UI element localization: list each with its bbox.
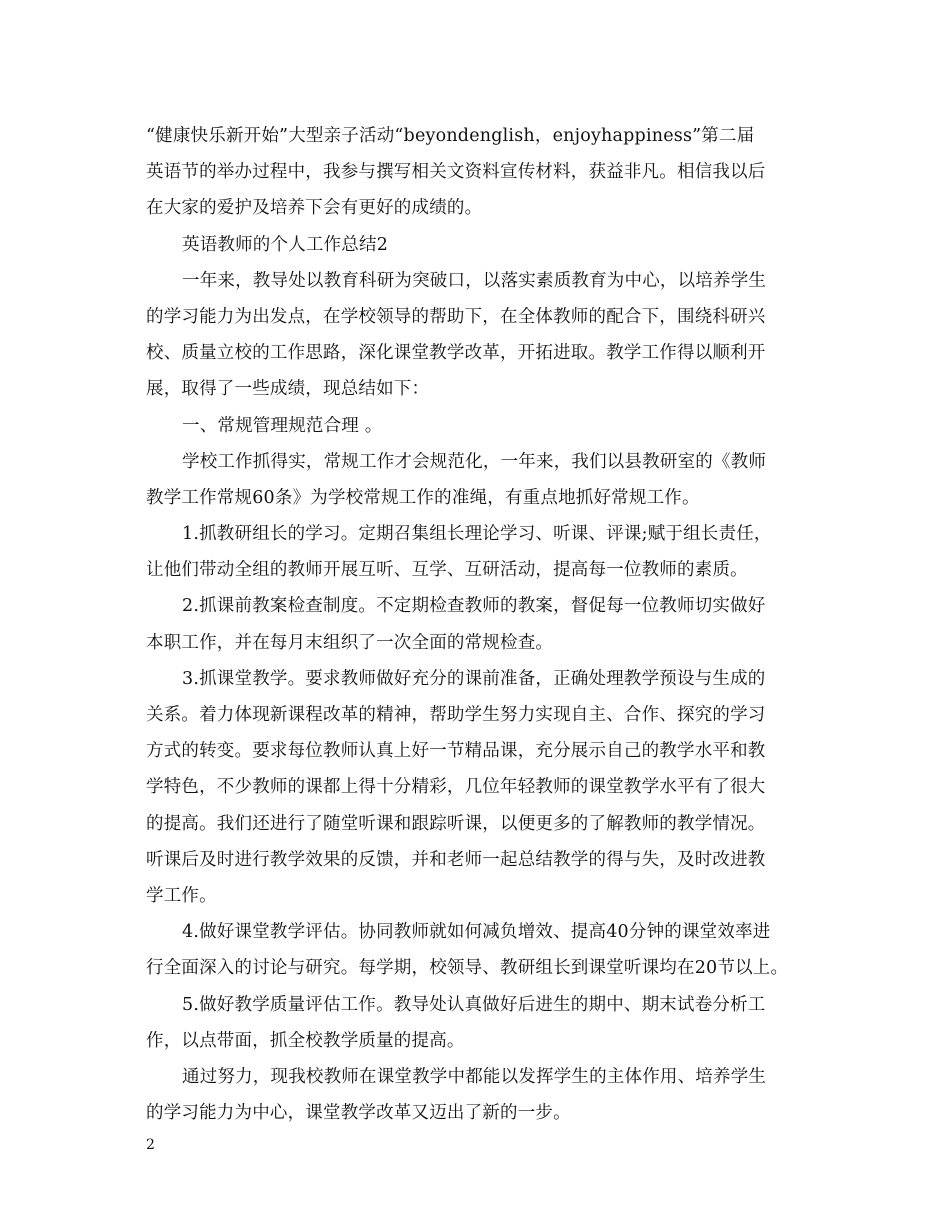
text-line-11: 教学工作常规60条》为学校常规工作的准绳，有重点地抓好常规工作。	[146, 487, 700, 508]
page-number: 2	[146, 1137, 155, 1153]
text-line-10: 学校工作抓得实，常规工作才会规范化，一年来，我们以县教研室的《教师	[182, 451, 767, 472]
text-line-19: 学特色，不少教师的课都上得十分精彩，几位年轻教师的课堂教学水平有了很大	[146, 777, 766, 798]
section-title: 英语教师的个人工作总结2	[182, 234, 389, 255]
list-item-1: 1.抓教研组长的学习。定期召集组长理论学习、听课、评课;赋于组长责任，	[182, 524, 772, 545]
text-line-5: 一年来，教导处以教育科研为突破口，以落实素质教育为中心，以培养学生	[182, 270, 767, 291]
text-line-6: 的学习能力为出发点，在学校领导的帮助下，在全体教师的配合下，围绕科研兴	[146, 306, 766, 327]
subheading-routine-management: 一、常规管理规范合理 。	[182, 415, 383, 436]
document-body	[146, 118, 818, 1131]
text-line-24: 行全面深入的讨论与研究。每学期，校领导、教研组长到课堂听课均在20节以上。	[146, 958, 789, 979]
text-line-17: 关系。着力体现新课程改革的精神，帮助学生努力实现自主、合作、探究的学习	[146, 705, 766, 725]
text-line-8: 展，取得了一些成绩，现总结如下：	[146, 379, 430, 400]
text-line-22: 学工作。	[146, 885, 217, 906]
text-line-28: 的学习能力为中心，课堂教学改革又迈出了新的一步。	[146, 1103, 571, 1124]
text-line-1: “健康快乐新开始”大型亲子活动“beyondenglish，enjoyhappiness”第二届	[146, 126, 755, 146]
text-line-27: 通过努力，现我校教师在课堂教学中都能以发挥学生的主体作用、培养学生	[182, 1066, 767, 1087]
list-item-4: 4.做好课堂教学评估。协同教师就如何减负增效、提高40分钟的课堂效率进	[182, 922, 771, 943]
text-line-18: 方式的转变。要求每位教师认真上好一节精品课，充分展示自己的教学水平和教	[146, 741, 766, 762]
list-item-2: 2.抓课前教案检查制度。不定期检查教师的教案，督促每一位教师切实做好	[182, 596, 766, 617]
text-line-7: 校、质量立校的工作思路，深化课堂教学改革，开拓进取。教学工作得以顺利开	[146, 343, 766, 364]
text-line-21: 听课后及时进行教学效果的反馈，并和老师一起总结教学的得与失，及时改进教	[146, 849, 766, 870]
text-line-26: 作，以点带面，抓全校教学质量的提高。	[146, 1030, 465, 1051]
text-line-13: 让他们带动全组的教师开展互听、互学、互研活动，提高每一位教师的素质。	[146, 560, 748, 581]
list-item-5: 5.做好教学质量评估工作。教导处认真做好后进生的期中、期末试卷分析工	[182, 994, 766, 1015]
text-line-15: 本职工作，并在每月末组织了一次全面的常规检查。	[146, 632, 554, 653]
text-line-2: 英语节的举办过程中，我参与撰写相关文资料宣传材料，获益非凡。相信我以后	[146, 162, 766, 183]
text-line-20: 的提高。我们还进行了随堂听课和跟踪听课，以便更多的了解教师的教学情况。	[146, 813, 766, 834]
text-line-3: 在大家的爱护及培养下会有更好的成绩的。	[146, 198, 483, 219]
list-item-3: 3.抓课堂教学。要求教师做好充分的课前准备，正确处理教学预设与生成的	[182, 668, 766, 689]
